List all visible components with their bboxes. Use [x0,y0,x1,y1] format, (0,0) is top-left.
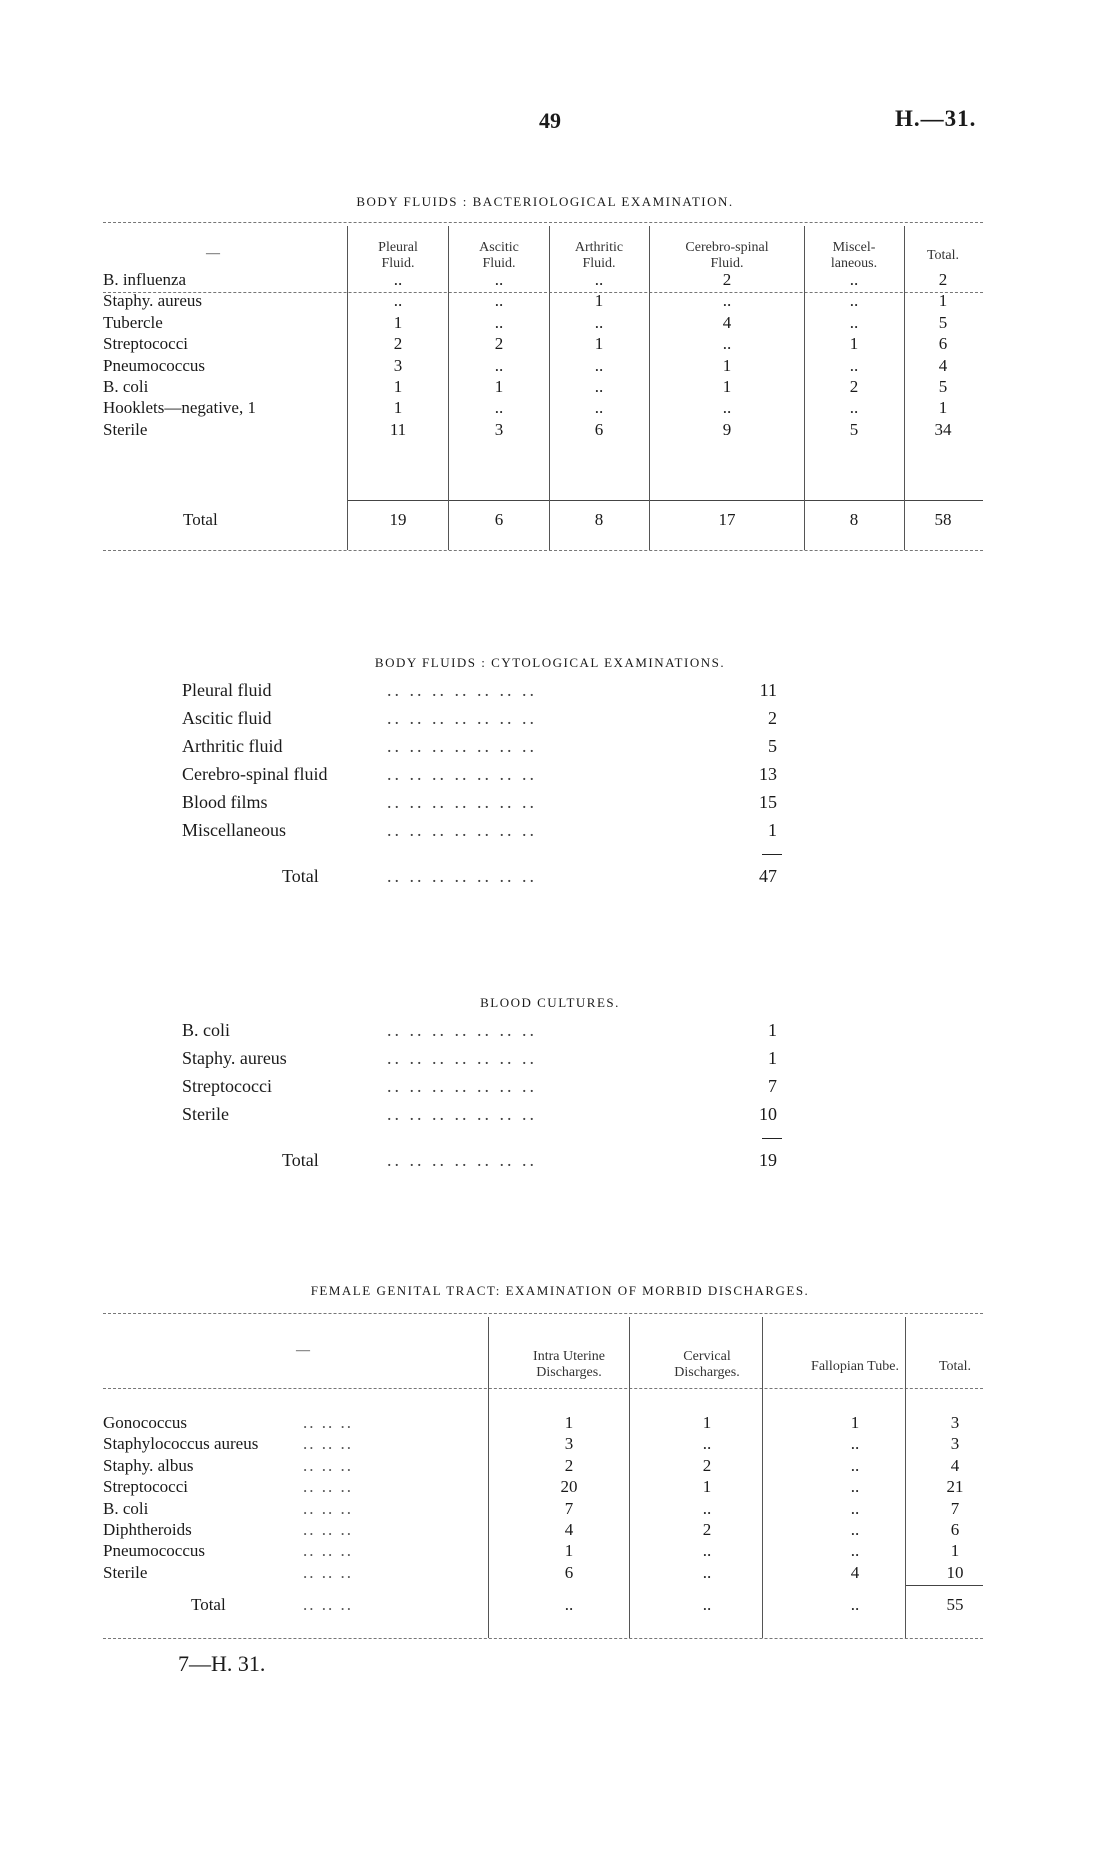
leader-dots: .. .. .. .. .. .. .. [387,764,537,784]
table-cell: 1 [564,1413,574,1432]
list-item-value: 7 [768,1076,777,1096]
table-cell: .. [594,377,604,396]
table-cell: 7 [950,1498,960,1518]
total-cell: 8 [849,510,859,529]
table-cell: .. [722,334,732,354]
list-item [182,680,922,704]
list-item-value: 5 [768,736,777,756]
genital-table [103,1313,983,1643]
list-item-label: Arthritic fluid [182,736,283,756]
table-cell: .. [722,398,732,418]
table-cell: 1 [393,377,403,396]
table-cell: 1 [938,291,948,311]
table-cell: .. [850,1434,860,1454]
leader-dots: .. .. .. [303,1498,353,1518]
table-cell: 1 [564,1541,574,1561]
row-label: Streptococci [103,1477,188,1497]
leader-dots: .. .. .. [303,1595,353,1614]
column-header-line1: Pleural [378,240,418,255]
leader-dots: .. .. .. .. .. .. .. [387,1020,537,1040]
table-cell: 2 [393,334,403,354]
list-item [182,1020,922,1044]
table-cell: .. [702,1434,712,1454]
row-label: Staphylococcus aureus [103,1434,259,1454]
table-cell: 5 [938,312,948,332]
list-item [182,820,922,844]
bacteriological-title: BODY FLUIDS : BACTERIOLOGICAL EXAMINATION. [356,194,734,209]
footer-reference: 7—H. 31. [178,1651,266,1676]
cytological-list [182,680,922,900]
list-item-label: Sterile [182,1104,229,1124]
leader-dots: .. .. .. .. .. .. .. [387,1048,537,1068]
blood-cultures-list [182,1020,922,1190]
column-header [637,1349,777,1381]
column-header-line2: Fluid. [482,256,516,271]
column-header [667,240,787,272]
blank-header: — [296,1343,310,1358]
table-cell: 1 [702,1477,712,1497]
list-item-value: 1 [768,820,777,840]
total-cell: 19 [389,510,407,529]
list-item [182,1104,922,1128]
table-cell: 2 [702,1520,712,1539]
list-item [182,1048,922,1072]
list-item-value: 2 [768,708,777,728]
leader-dots: .. .. .. [303,1434,353,1454]
table-cell: 1 [849,334,859,354]
leader-dots: .. .. .. .. .. .. .. [387,680,537,700]
column-header-line1: Arthritic [574,240,624,255]
list-item-label: Blood films [182,792,268,812]
total-label: Total [282,1150,319,1170]
table-cell: .. [702,1498,712,1518]
row-label: Staphy. aureus [103,291,202,311]
column-header-line1: Miscel- [832,240,876,255]
table-cell: 7 [564,1498,574,1518]
list-item [182,736,922,760]
list-item-value: 10 [759,1104,777,1124]
total-cell: .. [564,1595,574,1614]
list-item-label: Miscellaneous [182,820,286,840]
list-item-label: Cerebro-spinal fluid [182,764,328,784]
table-cell: 4 [722,312,732,332]
leader-dots: .. .. .. .. .. .. .. [387,1104,537,1124]
table-cell: 1 [938,398,948,418]
table-cell: 1 [702,1413,712,1432]
page-number: 49 [539,108,561,133]
column-header-line1: Intra Uterine [533,1349,605,1364]
column-header-line2: laneous. [830,256,878,271]
table-cell: 3 [950,1434,960,1454]
column-header-line1: Total. [926,248,960,263]
list-item-value: 1 [768,1020,777,1040]
list-item-value: 15 [759,792,777,812]
leader-dots: .. .. .. .. .. .. .. [387,736,537,756]
table-cell: .. [594,312,604,332]
table-cell: 6 [564,1562,574,1582]
total-cell: .. [850,1595,860,1614]
leader-dots: .. .. .. .. .. .. .. [387,1076,537,1096]
blank-header: — [206,246,220,261]
list-item-label: Pleural fluid [182,680,272,700]
column-header-line1: Total. [938,1359,972,1374]
table-cell: 34 [934,419,952,439]
table-cell: .. [849,355,859,375]
column-header-line2: Fluid. [710,256,744,271]
table-cell: 3 [393,355,403,375]
table-cell: .. [594,355,604,375]
row-label: Pneumococcus [103,1541,205,1561]
total-label: Total [183,510,218,529]
row-label: Hooklets—negative, 1 [103,398,256,418]
row-label: Sterile [103,1562,148,1582]
table-cell: 1 [950,1541,960,1561]
table-cell: 1 [722,355,732,375]
table-cell: 21 [946,1477,964,1497]
table-cell: .. [850,1477,860,1497]
column-header-line1: Ascitic [479,240,519,255]
column-header-line2: Discharges. [536,1365,602,1380]
column-header [883,248,1003,264]
leader-dots: .. .. .. [303,1541,353,1561]
row-label: B. coli [103,1498,149,1518]
table-cell: 11 [389,419,407,439]
list-item-label: Staphy. aureus [182,1048,287,1068]
table-cell: .. [494,312,504,332]
table-cell: 5 [938,377,948,396]
table-cell: 2 [702,1455,712,1475]
table-cell: 2 [938,270,948,289]
table-cell: 4 [564,1520,574,1539]
table-cell: .. [850,1520,860,1539]
table-cell: 2 [494,334,504,354]
column-header-line1: Fallopian Tube. [811,1359,899,1374]
total-cell: 17 [718,510,736,529]
total-cell: 58 [934,510,952,529]
document-reference: H.—31. [895,106,977,131]
table-cell: .. [849,398,859,418]
leader-dots: .. .. .. .. .. .. .. [387,820,537,840]
list-item-value: 13 [759,764,777,784]
row-label: Gonococcus [103,1413,188,1432]
table-cell: 1 [393,312,403,332]
total-label: Total [282,866,319,886]
table-cell: 5 [849,419,859,439]
list-item [182,792,922,816]
leader-dots: .. .. .. [303,1562,353,1582]
table-cell: .. [702,1541,712,1561]
table-cell: .. [393,270,403,289]
total-cell: 55 [946,1595,964,1614]
table-cell: .. [850,1498,860,1518]
column-header [499,1349,639,1381]
table-cell: 1 [722,377,732,396]
list-item-value: 11 [759,680,777,700]
list-total [182,1150,922,1174]
total-cell: 6 [494,510,504,529]
leader-dots: .. .. .. .. .. .. .. [387,1150,537,1170]
bacteriological-table [103,222,983,552]
table-cell: 4 [850,1562,860,1582]
table-cell: .. [850,1455,860,1475]
column-header [885,1359,1025,1375]
column-header-line1: Cerebro-spinal [685,240,769,255]
table-cell: .. [850,1541,860,1561]
table-cell: 10 [946,1562,964,1582]
table-cell: .. [849,291,859,311]
sum-rule [762,1138,782,1139]
list-total [182,866,922,890]
leader-dots: .. .. .. .. .. .. .. [387,708,537,728]
table-cell: .. [494,270,504,289]
leader-dots: .. .. .. [303,1455,353,1475]
table-cell: .. [849,312,859,332]
leader-dots: .. .. .. [303,1413,353,1432]
table-cell: 2 [564,1455,574,1475]
table-cell: 1 [594,291,604,311]
table-cell: 4 [950,1455,960,1475]
table-cell: .. [393,291,403,311]
total-value: 19 [759,1150,777,1170]
total-value: 47 [759,866,777,886]
table-cell: 2 [849,377,859,396]
row-label: Sterile [103,419,148,439]
list-item-label: Ascitic fluid [182,708,272,728]
list-item [182,708,922,732]
table-cell: 1 [494,377,504,396]
table-cell: 3 [950,1413,960,1432]
row-label: Pneumococcus [103,355,205,375]
list-item [182,1076,922,1100]
table-cell: 6 [950,1520,960,1539]
row-label: Diphtheroids [103,1520,192,1539]
column-header-line2: Fluid. [582,256,616,271]
list-item-label: Streptococci [182,1076,272,1096]
list-item [182,764,922,788]
row-label: B. influenza [103,270,187,289]
table-cell: 3 [494,419,504,439]
blood-cultures-title: BLOOD CULTURES. [480,995,620,1010]
row-label: Streptococci [103,334,188,354]
table-cell: 6 [938,334,948,354]
column-header-line1: Cervical [683,1349,731,1364]
sum-rule [762,854,782,855]
table-cell: 3 [564,1434,574,1454]
leader-dots: .. .. .. [303,1477,353,1497]
column-header-line2: Fluid. [381,256,415,271]
table-cell: 20 [560,1477,578,1497]
list-item-label: B. coli [182,1020,230,1040]
leader-dots: .. .. .. .. .. .. .. [387,866,537,886]
table-cell: .. [594,398,604,418]
table-cell: 4 [938,355,948,375]
table-cell: 1 [850,1413,860,1432]
table-cell: .. [702,1562,712,1582]
total-cell: 8 [594,510,604,529]
row-label: B. coli [103,377,149,396]
genital-title: FEMALE GENITAL TRACT: EXAMINATION OF MORBID DISCHARGES. [310,1283,810,1298]
list-item-value: 1 [768,1048,777,1068]
table-cell: .. [594,270,604,289]
table-cell: 2 [722,270,732,289]
leader-dots: .. .. .. .. .. .. .. [387,792,537,812]
row-label: Tubercle [103,312,163,332]
table-cell: 1 [393,398,403,418]
column-header-line2: Discharges. [674,1365,740,1380]
table-cell: .. [494,355,504,375]
column-header [539,240,659,272]
table-cell: 1 [594,334,604,354]
cytological-title: BODY FLUIDS : CYTOLOGICAL EXAMINATIONS. [374,655,726,670]
table-cell: 6 [594,419,604,439]
table-cell: .. [849,270,859,289]
total-label: Total [191,1595,226,1614]
table-cell: 9 [722,419,732,439]
table-cell: .. [494,291,504,311]
row-label: Staphy. albus [103,1455,194,1475]
table-cell: .. [722,291,732,311]
table-cell: .. [494,398,504,418]
total-cell: .. [702,1595,712,1614]
leader-dots: .. .. .. [303,1520,353,1539]
